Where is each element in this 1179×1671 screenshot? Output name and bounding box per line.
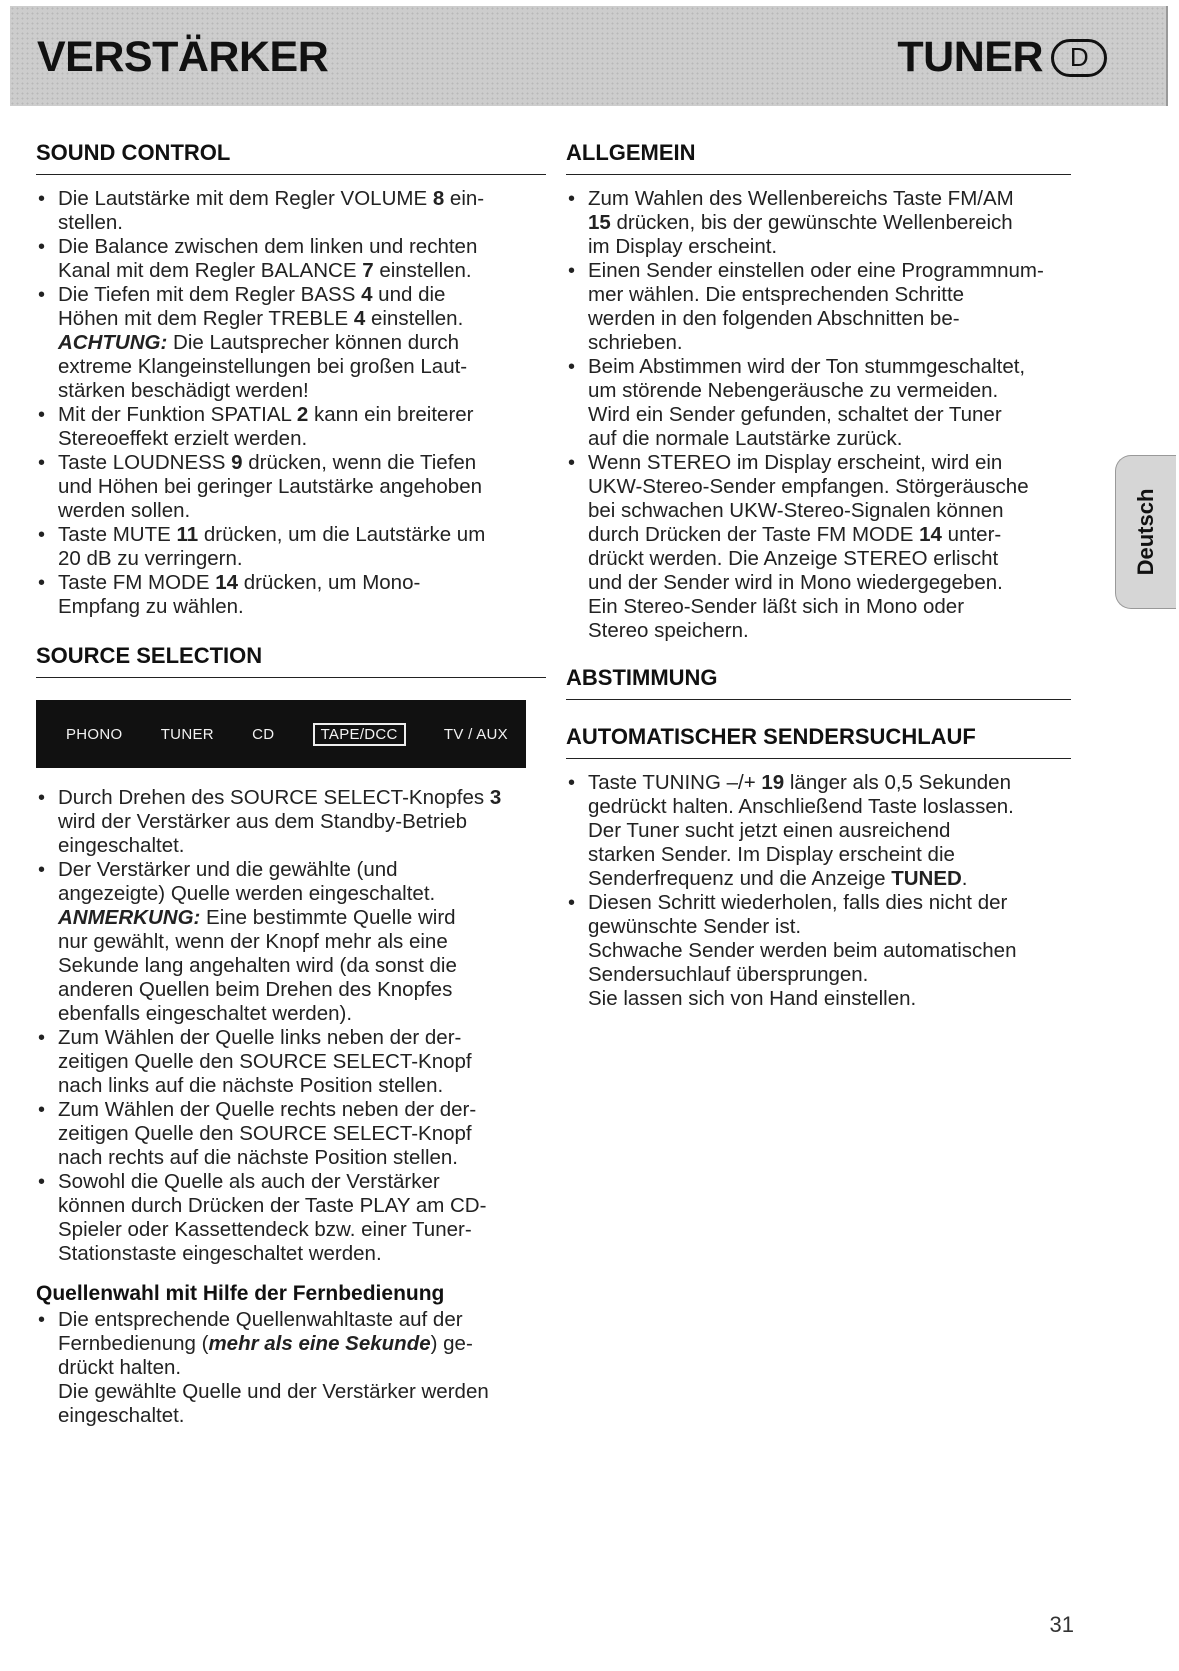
list-item: • Durch Drehen des SOURCE SELECT-Knopfes 3 wird der Verstärker aus dem Standby-Betrieb eingeschaltet.	[36, 786, 546, 858]
abstimmung-heading: ABSTIMMUNG	[566, 665, 1071, 700]
right-column	[566, 140, 1071, 1011]
language-badge: D	[1051, 39, 1107, 77]
source-selector-panel	[36, 700, 526, 768]
list-item: • Die Lautstärke mit dem Regler VOLUME 8 ein- stellen.	[36, 187, 546, 235]
allgemein-list	[566, 187, 1071, 643]
allgemein-heading: ALLGEMEIN	[566, 140, 1071, 175]
list-item: • Der Verstärker und die gewählte (und angezeigte) Quelle werden eingeschaltet. ANMERKUNG: Eine bestimmte Quelle wird nur gewählt, wenn der Knopf mehr als eine Sekunde lang angehalten wird (da sonst die anderen Quellen beim Drehen des Knopfes ebenfalls eingeschaltet werden).	[36, 858, 546, 1026]
list-item: • Zum Wahlen des Wellenbereichs Taste FM/AM 15 drücken, bis der gewünschte Wellenbereich im Display erscheint.	[566, 187, 1071, 259]
list-item: • Taste FM MODE 14 drücken, um Mono- Empfang zu wählen.	[36, 571, 546, 619]
list-item: • Zum Wählen der Quelle links neben der der- zeitigen Quelle den SOURCE SELECT-Knopf nach links auf die nächste Position stellen.	[36, 1026, 546, 1098]
list-item: • Zum Wählen der Quelle rechts neben der der- zeitigen Quelle den SOURCE SELECT-Knopf nach rechts auf die nächste Position stellen.	[36, 1098, 546, 1170]
list-item: • Die Tiefen mit dem Regler BASS 4 und die Höhen mit dem Regler TREBLE 4 einstellen. ACHTUNG: Die Lautsprecher können durch extreme Klangeinstellungen bei großen Laut- stärken beschädigt werden!	[36, 283, 546, 403]
auto-search-note: Sie lassen sich von Hand einstellen.	[588, 987, 917, 1010]
source-selection-list	[36, 786, 546, 1266]
page-number: 31	[1049, 1612, 1074, 1637]
list-item: • Einen Sender einstellen oder eine Programmnum- mer wählen. Die entsprechenden Schritte werden in den folgenden Abschnitten be- schrieben.	[566, 259, 1071, 355]
auto-search-list	[566, 771, 1071, 939]
page-edge-rule	[1166, 6, 1168, 106]
auto-search-heading: AUTOMATISCHER SENDERSUCHLAUF	[566, 724, 1071, 759]
source-tuner: TUNER	[160, 725, 214, 743]
remote-note-line: Die gewählte Quelle und der Verstärker werden	[58, 1380, 489, 1403]
list-item: • Beim Abstimmen wird der Ton stummgeschaltet, um störende Nebengeräusche zu vermeiden. Wird ein Sender gefunden, schaltet der Tuner auf die normale Lautstärke zurück.	[566, 355, 1071, 451]
sound-control-list	[36, 187, 546, 619]
remote-list	[36, 1308, 546, 1380]
list-item: • Diesen Schritt wiederholen, falls dies nicht der gewünschte Sender ist.	[566, 891, 1071, 939]
list-item: • Taste TUNING –/+ 19 länger als 0,5 Sekunden gedrückt halten. Anschließend Taste loslassen. Der Tuner sucht jetzt einen ausreichend starken Sender. Im Display erscheint die Senderfrequenz und die Anzeige TUNED.	[566, 771, 1071, 891]
language-side-tab	[1115, 455, 1176, 609]
source-tv-aux: TV / AUX	[443, 725, 508, 743]
list-item: • Die Balance zwischen dem linken und rechten Kanal mit dem Regler BALANCE 7 einstellen.	[36, 235, 546, 283]
list-item: • Die entsprechende Quellenwahltaste auf der Fernbedienung (mehr als eine Sekunde) ge- drückt halten.	[36, 1308, 546, 1380]
side-tab-label: Deutsch	[1133, 488, 1158, 576]
auto-search-note: Sendersuchlauf übersprungen.	[588, 963, 869, 986]
list-item: • Mit der Funktion SPATIAL 2 kann ein breiterer Stereoeffekt erzielt werden.	[36, 403, 546, 451]
auto-search-note: Schwache Sender werden beim automatischen	[588, 939, 1017, 962]
page-title-right	[897, 33, 1107, 82]
source-cd: CD	[252, 725, 275, 743]
list-item: • Taste LOUDNESS 9 drücken, wenn die Tiefen und Höhen bei geringer Lautstärke angehoben werden sollen.	[36, 451, 546, 523]
source-tape-dcc: TAPE/DCC	[313, 723, 406, 746]
left-column	[36, 140, 546, 1428]
source-selection-heading: SOURCE SELECTION	[36, 643, 546, 678]
list-item: • Sowohl die Quelle als auch der Verstärker können durch Drücken der Taste PLAY am CD- Spieler oder Kassettendeck bzw. einer Tuner- Stationstaste eingeschaltet werden.	[36, 1170, 546, 1266]
sound-control-heading: SOUND CONTROL	[36, 140, 546, 175]
list-item: • Taste MUTE 11 drücken, um die Lautstärke um 20 dB zu verringern.	[36, 523, 546, 571]
list-item: • Wenn STEREO im Display erscheint, wird ein UKW-Stereo-Sender empfangen. Störgeräusche bei schwachen UKW-Stereo-Signalen können durch Drücken der Taste FM MODE 14 unter- drückt werden. Die Anzeige STEREO erlischt und der Sender wird in Mono wiedergegeben. Ein Stereo-Sender läßt sich in Mono oder Stereo speichern.	[566, 451, 1071, 643]
remote-heading: Quellenwahl mit Hilfe der Fernbedienung	[36, 1282, 445, 1305]
remote-note-line: eingeschaltet.	[58, 1404, 185, 1427]
page-title-left: VERSTÄRKER	[37, 33, 329, 81]
source-phono: PHONO	[66, 725, 123, 743]
tuner-title: TUNER	[897, 33, 1043, 81]
